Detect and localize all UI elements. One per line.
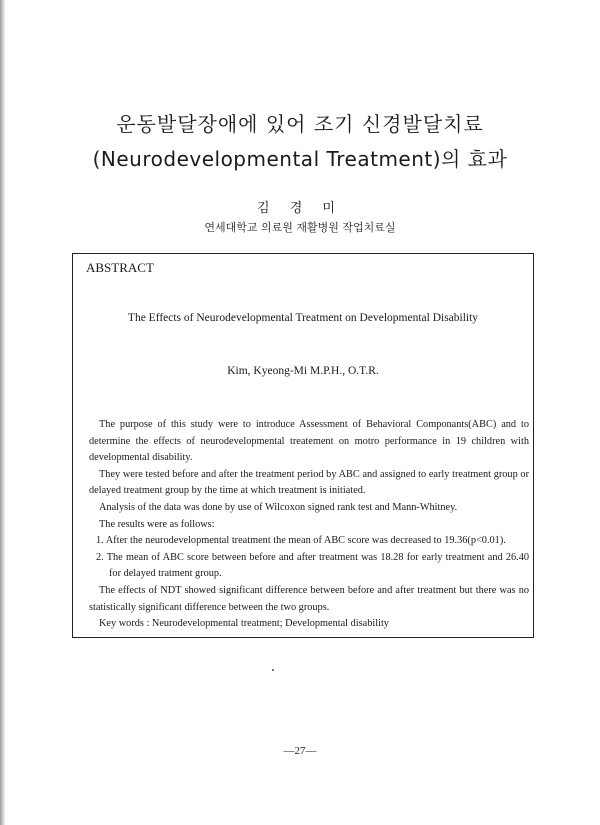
abstract-result-item-2: 2. The mean of ABC score between before and after treatment was 18.28 for early treatment and 26.40 for delayed tratment group. [96, 551, 529, 580]
abstract-paragraph-conclusion: The effects of NDT showed significant difference between before and after treatment but there was no statistically significant difference between the two groups. [89, 584, 529, 613]
abstract-title: The Effects of Neurodevelopmental Treatment on Developmental Disability [127, 312, 479, 324]
abstract-paragraph-results-intro: The results were as follows: [99, 518, 215, 530]
author-affiliation: 연세대학교 의료원 재활병원 작업치료실 [204, 221, 396, 234]
paper-title-english: (Neurodevelopmental Treatment)의 효과 [92, 147, 508, 171]
abstract-author: Kim, Kyeong-Mi M.P.H., O.T.R. [227, 365, 379, 377]
abstract-paragraph-purpose: The purpose of this study were to introduce Assessment of Behavioral Componants(ABC) and to determine the effects of neurodevelopmental treatement on motro performance in 19 children with developmental disability. [89, 419, 529, 464]
abstract-keywords: Key words : Neurodevelopmental treatment; Developmental disability [99, 618, 389, 630]
scan-speck [272, 669, 274, 671]
abstract-body [89, 417, 529, 633]
page-number: —27— [283, 745, 317, 757]
abstract-result-item-1: 1. After the neurodevelopmental treatment the mean of ABC score was decreased to 19.36(p<0.01). [96, 535, 506, 547]
paper-title-korean: 운동발달장애에 있어 조기 신경발달치료 [116, 112, 484, 136]
abstract-box [72, 253, 534, 638]
abstract-paragraph-analysis: Analysis of the data was done by use of Wilcoxon signed rank test and Mann-Whitney. [99, 501, 458, 513]
author-name: 김 경 미 [257, 201, 343, 216]
abstract-paragraph-method: They were tested before and after the treatment period by ABC and assigned to early treatment group or delayed treatment group by the time at which treatment is initiated. [89, 468, 529, 497]
abstract-heading: ABSTRACT [86, 260, 154, 275]
